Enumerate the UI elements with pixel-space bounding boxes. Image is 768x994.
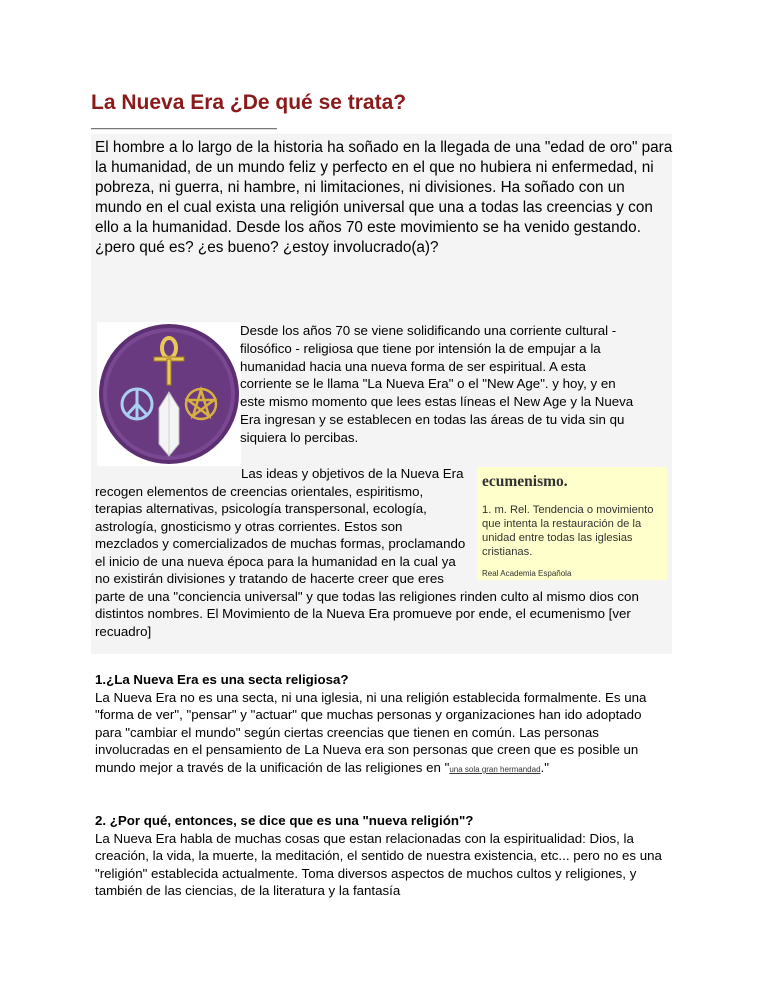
definition-text: 1. m. Rel. Tendencia o movimiento que intenta la restauración de la unidad entre todas las iglesias cristianas. [482, 504, 654, 558]
ideas-section [95, 465, 667, 640]
section-2-heading: 2. ¿Por qué, entonces, se dice que es una "nueva religión"? [95, 813, 474, 828]
intro-paragraph: Desde los años 70 se viene solidificando una corriente cultural - filosófico - religiosa que tiene por intensión la de empujar a la humanidad hacia una nueva forma de ser espiritual. A esta corriente se le llama "La Nueva Era" o el "New Age". y hoy, y en este mismo momento que lees estas líneas el New Age y la Nueva Era ingresan y se establecen en todas las áreas de tu vida sin qu siquiera lo percibas. [240, 323, 634, 445]
section-1-text: La Nueva Era no es una secta, ni una iglesia, ni una religión establecida formalmente. Es una "forma de ver", "pensar" y "actuar" que muchas personas y organizaciones han ido adoptado para "cambiar el mundo" según ciertas creencias que tienen en común. Las personas involucradas en el pensamiento de La Nueva era son personas que creen que es posible un mundo mejor a través de la unificación de las religiones en "una sola gran hermandad." [95, 689, 647, 775]
section-1-heading: 1.¿La Nueva Era es una secta religiosa? [95, 672, 349, 687]
section-1 [95, 671, 670, 779]
hermandad-link[interactable]: una sola gran hermandad [449, 764, 541, 774]
lead-paragraph: El hombre a lo largo de la historia ha soñado en la llegada de una "edad de oro" para la humanidad, de un mundo feliz y perfecto en el que no hubiera ni enfermedad, ni pobreza, ni guerra, ni hambre, ni limitaciones, ni divisiones. Ha soñado con un mundo en el cual exista una religión universal que una a todas las creencias y con ello a la humanidad. Desde los años 70 este movimiento se ha venido gestando. ¿pero qué es? ¿es bueno? ¿estoy involucrado(a)? [95, 139, 673, 256]
title-divider [91, 128, 277, 130]
section-2-text: La Nueva Era habla de muchas cosas que estan relacionadas con la espiritualidad: Dios, la creación, la vida, la muerte, la meditación, el sentido de nuestra existencia, etc... pero no es una "religión" establecida actualmente. Toma diversos aspectos de muchos cultos y religiones, y también de las ciencias, de la literatura y la fantasía [95, 830, 662, 899]
section-2 [95, 812, 670, 900]
definition-box [477, 467, 667, 580]
definition-source: Real Academia Española [482, 569, 572, 578]
definition-term: ecumenismo. [482, 473, 568, 490]
ideas-paragraph: Las ideas y objetivos de la Nueva Era recogen elementos de creencias orientales, espiritismo, terapias alternativas, psicología transpersonal, ecología, astrología, gnosticismo y otras corrientes. Estos son mezclados y comercializados de muchas formas, proclamando el inicio de una nueva época para la humanidad en la cual ya no existirán divisiones y tratando de hacerte creer que eres parte de una "conciencia universal" y que todas las religiones rinden culto al mismo dios con distintos nombres. El Movimiento de la Nueva Era promueve por ende, el ecumenismo [ver recuadro] [95, 466, 639, 639]
religious-symbols-emblem [97, 322, 241, 466]
page-title: La Nueva Era ¿De qué se trata? [91, 91, 407, 114]
